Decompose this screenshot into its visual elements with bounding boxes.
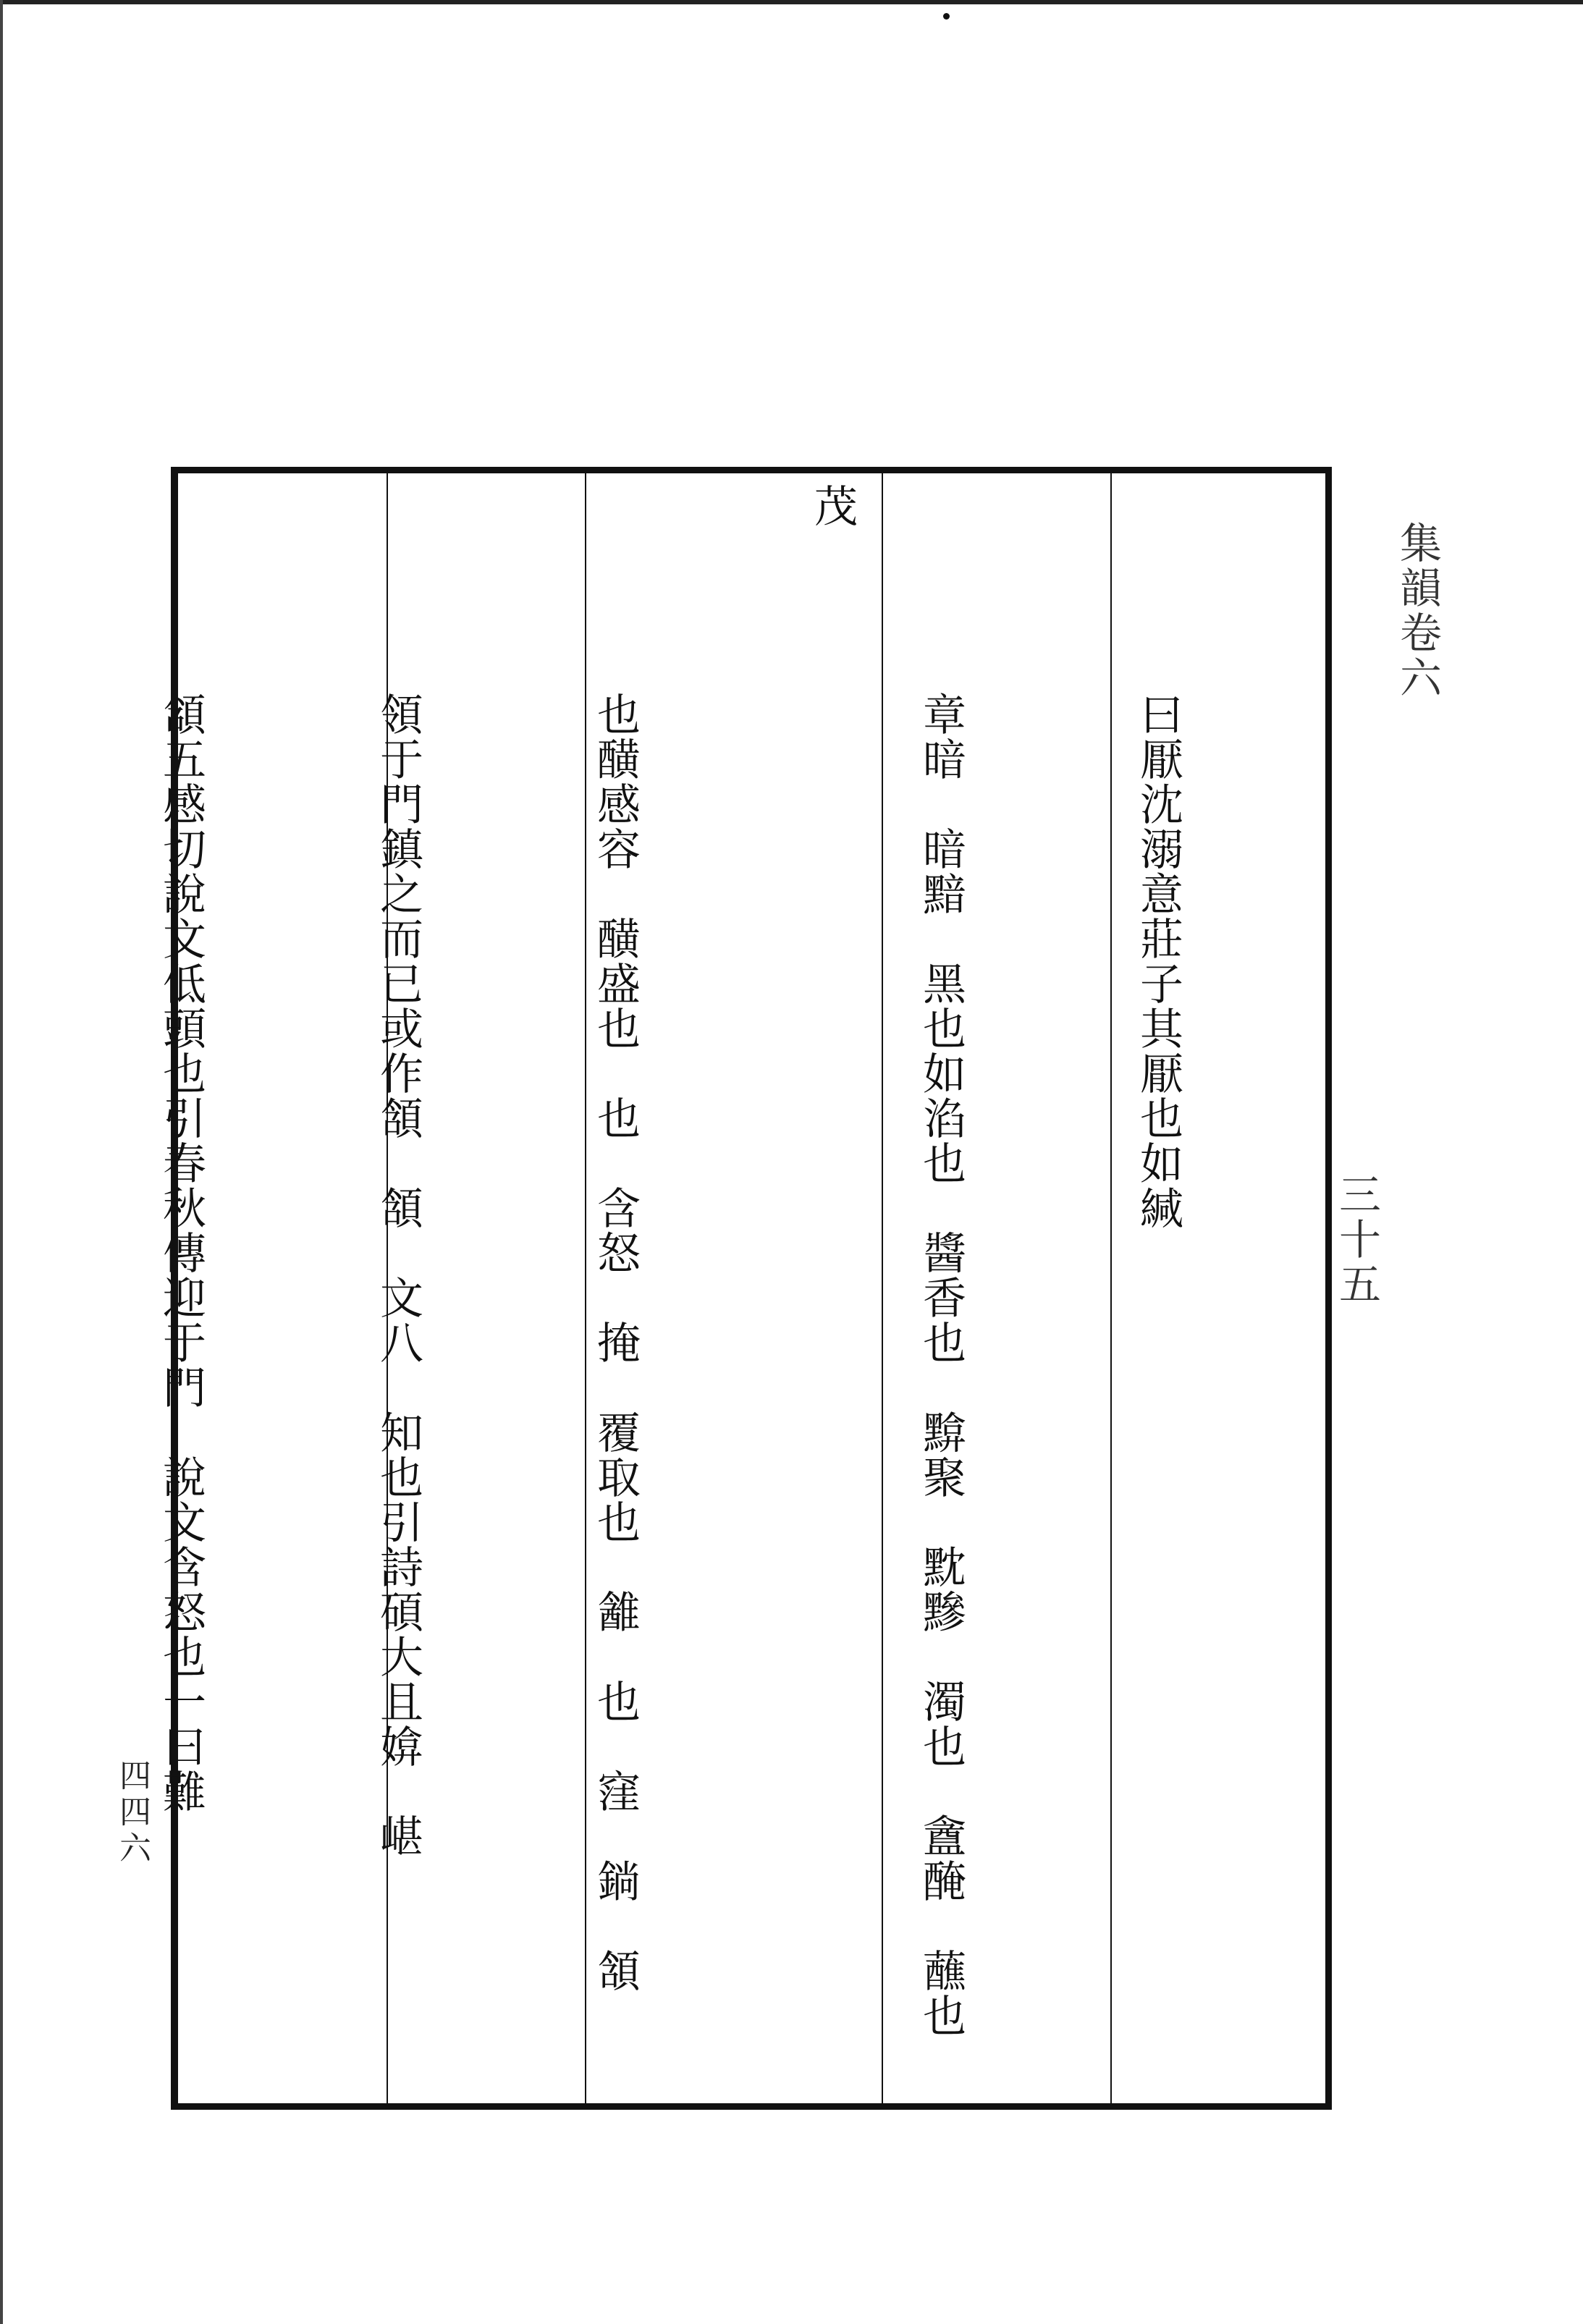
- header-title: 集韻卷六: [1393, 521, 1442, 701]
- column-1: 曰厭沈溺意莊子其厭也如緘: [1133, 692, 1183, 1230]
- column-3: 也䤑感容 䤑盛也 也 含怒 掩 覆取也 䨄 也 窪 鋿 頷: [590, 692, 641, 1993]
- text-frame: [156, 467, 1332, 2110]
- column-2: 章暗 暗黯 黑也如淊也 醬香也 黭聚 黕黲 濁也 盦醃 蘸也 茂: [807, 483, 966, 2083]
- header-folio: 三十五: [1332, 1172, 1381, 1307]
- text-columns: [156, 483, 1321, 2093]
- scan-speck: [943, 13, 950, 20]
- running-header: [1326, 521, 1448, 2041]
- column-5: 頷五感切說文低頭也引春秋傳迎于門 說文含怒也一曰難: [156, 692, 206, 1814]
- page-number: 四四六: [114, 1759, 151, 1867]
- scan-edge-top: [0, 0, 1583, 4]
- column-4: 領于門鎮之而已或作頷 頷 文八 知也引詩碩大且媕 嵁: [373, 692, 423, 1859]
